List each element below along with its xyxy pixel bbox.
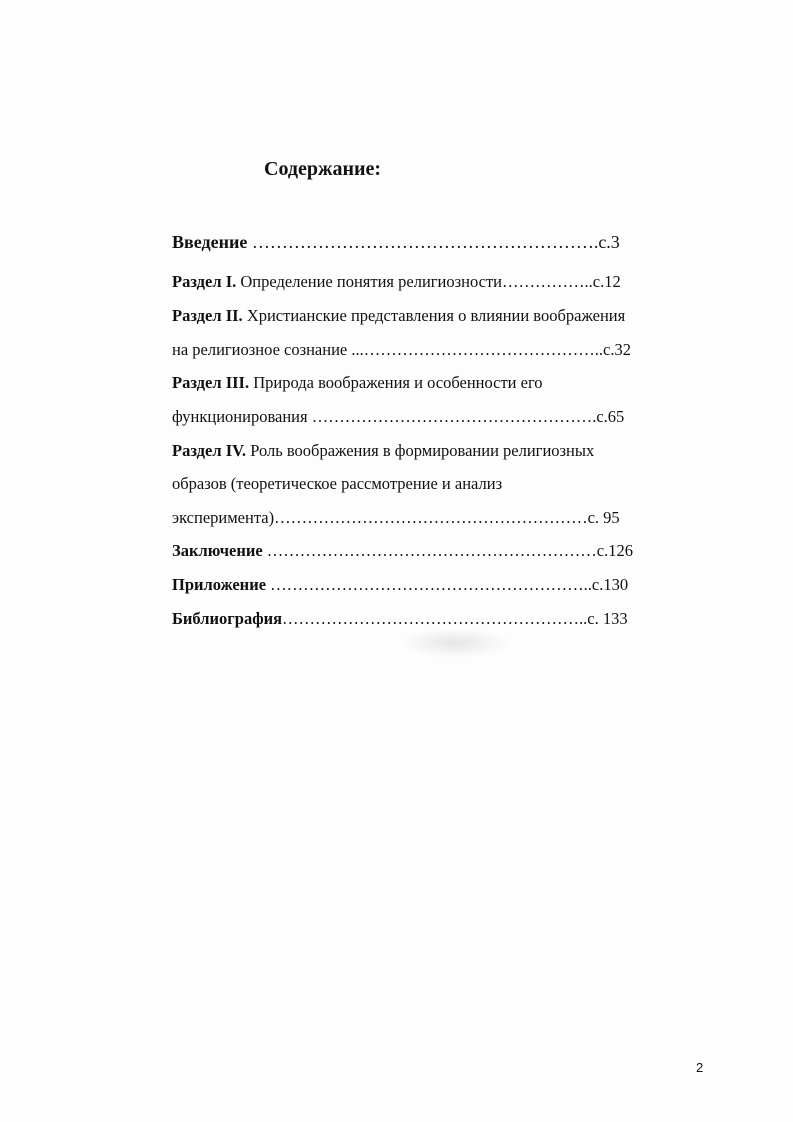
toc-entry-text: образов (теоретическое рассмотрение и анализ [172, 474, 503, 493]
toc-entry-continuation [172, 474, 502, 494]
toc-entry-title: Библиография [172, 609, 283, 628]
toc-entry-text: Христианские представления о влиянии воображения [242, 306, 626, 325]
toc-entry-title: Приложение [172, 575, 267, 594]
toc-entry-text: ……………………………………………………с.126 [262, 541, 633, 560]
toc-entry-text: Определение понятия религиозности……………..с.12 [236, 272, 621, 291]
toc-entry [172, 575, 628, 595]
toc-heading: Содержание: [264, 158, 382, 180]
toc-entry-continuation [172, 508, 620, 528]
toc-entry-text: функционирования …………………………………………….с.65 [172, 407, 625, 426]
toc-entry-text: эксперимента)…………………………………………………с. 95 [172, 508, 620, 527]
toc-entry-text: …………………………………………………..с.130 [266, 575, 629, 594]
toc-entry-continuation [172, 340, 631, 360]
toc-entry [172, 232, 620, 253]
toc-entry-title: Раздел III. [172, 373, 250, 392]
toc-entry [172, 441, 594, 461]
toc-entry [172, 272, 621, 292]
toc-entry-text: ………………………………………………….с.3 [247, 232, 620, 252]
toc-entry-text: ………………………………………………..с. 133 [282, 609, 628, 628]
toc-entry-title: Раздел I. [172, 272, 237, 291]
toc-entry-title: Раздел IV. [172, 441, 247, 460]
toc-entry [172, 541, 633, 561]
page-number: 2 [696, 1060, 704, 1075]
toc-entry [172, 306, 625, 326]
toc-entry-text: Роль воображения в формировании религиозных [246, 441, 595, 460]
toc-entry-continuation [172, 407, 624, 427]
toc-entry [172, 373, 543, 393]
toc-entry-title: Введение [172, 232, 248, 252]
toc-entry-text: Природа воображения и особенности его [249, 373, 543, 392]
scan-smudge [400, 628, 510, 658]
toc-entry-title: Раздел II. [172, 306, 243, 325]
toc-entry-title: Заключение [172, 541, 263, 560]
toc-entry-text: на религиозное сознание ...……………………………………..с.32 [172, 340, 631, 359]
toc-entry [172, 609, 628, 629]
